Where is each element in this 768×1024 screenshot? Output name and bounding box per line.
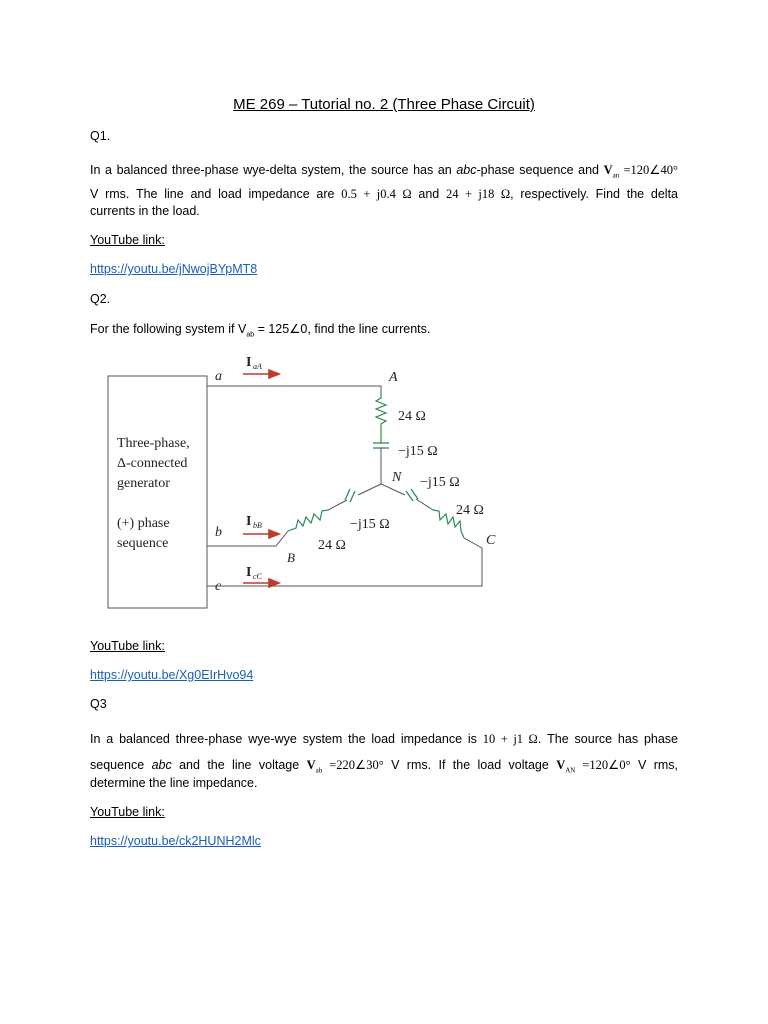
q3-line-3: determine the line impedance.: [90, 776, 258, 790]
current-bB-label: [246, 514, 262, 530]
q3-line-1: [90, 728, 678, 750]
q3-youtube-label: YouTube link:: [90, 805, 165, 819]
resistor-B: [288, 510, 328, 531]
svg-text:I: I: [246, 355, 252, 370]
svg-text:cC: cC: [253, 572, 262, 581]
generator-label-line: sequence: [117, 536, 169, 551]
q1-text: V rms. The line and load impedance are: [90, 187, 335, 201]
node-a-label: a: [215, 369, 222, 384]
node-C-label: C: [486, 533, 496, 548]
x-A-label: −j15 Ω: [398, 444, 438, 459]
node-c-label: c: [215, 579, 222, 594]
q3-youtube-link[interactable]: https://youtu.be/ck2HUNH2Mlc: [90, 834, 261, 848]
q2-label: Q2.: [90, 292, 111, 306]
q1-line-impedance: 0.5 + j0.4 Ω: [341, 187, 412, 201]
x-B-label: −j15 Ω: [350, 517, 390, 532]
q3-text: . The source has phase: [537, 732, 678, 746]
capacitor-B-plate: [345, 489, 350, 500]
node-b-label: b: [215, 525, 222, 540]
r-B-label: 24 Ω: [318, 538, 346, 553]
current-cC-label: [246, 565, 263, 581]
q1-text: -phase sequence and: [476, 163, 599, 177]
q3-load-voltage: $V_{AN}$ =120∠0°: [556, 758, 631, 775]
generator-label-line: Three-phase,: [117, 436, 190, 451]
q1-text: , respectively. Find the delta: [510, 187, 678, 201]
generator-label-line: Δ-connected: [117, 456, 188, 471]
node-A-label: A: [389, 370, 398, 385]
q3-label: Q3: [90, 697, 107, 711]
q3-line-voltage: $V_{ab}$ =220∠30°: [306, 758, 384, 775]
svg-text:I: I: [246, 514, 252, 529]
q3-text: V rms,: [638, 758, 679, 772]
capacitor-C-plate: [406, 491, 413, 501]
q2-youtube-link[interactable]: https://youtu.be/Xg0EIrHvo94: [90, 668, 254, 682]
q3-line-2: sequence abc and the line voltage $V_{ab}$ =220∠30° V rms. If the load voltage $V_{AN}$ =120∠0° V rms,: [90, 758, 679, 775]
generator-label-line: (+) phase: [117, 516, 170, 531]
q3-text: V rms. If the load voltage: [391, 758, 549, 772]
generator-box: [108, 376, 207, 608]
current-aA-label: [246, 355, 262, 371]
x-C-label: −j15 Ω: [420, 475, 460, 490]
q3-text: In a balanced three-phase wye-wye system the load impedance is: [90, 732, 477, 746]
q1-label: Q1.: [90, 129, 111, 143]
q1-text: In a balanced three-phase wye-delta system, the source has an: [90, 163, 457, 177]
q3-load-impedance: 10 + j1 Ω: [482, 732, 538, 746]
q1-text: and: [418, 187, 440, 201]
q1-youtube-link[interactable]: https://youtu.be/jNwojBYpMT8: [90, 262, 258, 276]
q1-line-2: [90, 183, 678, 205]
arrow-aA-icon: [269, 370, 279, 378]
q1-youtube-label: YouTube link:: [90, 233, 165, 247]
generator-label-line: generator: [117, 476, 170, 491]
node-N-label: N: [392, 470, 402, 485]
q1-abc: abc: [456, 163, 477, 177]
svg-text:aA: aA: [253, 362, 262, 371]
arrow-bB-icon: [269, 530, 279, 538]
q1-line-3: currents in the load.: [90, 204, 200, 218]
q2-youtube-label: YouTube link:: [90, 639, 165, 653]
wire-a: [207, 386, 381, 394]
resistor-A: [376, 394, 386, 443]
svg-text:bB: bB: [253, 521, 262, 530]
q1-load-impedance: 24 + j18 Ω: [446, 187, 511, 201]
q2-question: For the following system if $V_{ab}$ = 125∠0, find the line currents.: [90, 322, 431, 339]
r-A-label: 24 Ω: [398, 409, 426, 424]
node-B-label: B: [287, 550, 295, 565]
circuit-diagram: [100, 350, 496, 610]
capacitor-B-plate: [350, 491, 355, 502]
r-C-label: 24 Ω: [456, 503, 484, 518]
capacitor-C-plate: [411, 489, 418, 499]
page-title: ME 269 – Tutorial no. 2 (Three Phase Circuit): [233, 96, 535, 113]
svg-text:I: I: [246, 565, 252, 580]
q1-source-voltage: $V_{an}$ =120∠40°: [603, 163, 679, 180]
